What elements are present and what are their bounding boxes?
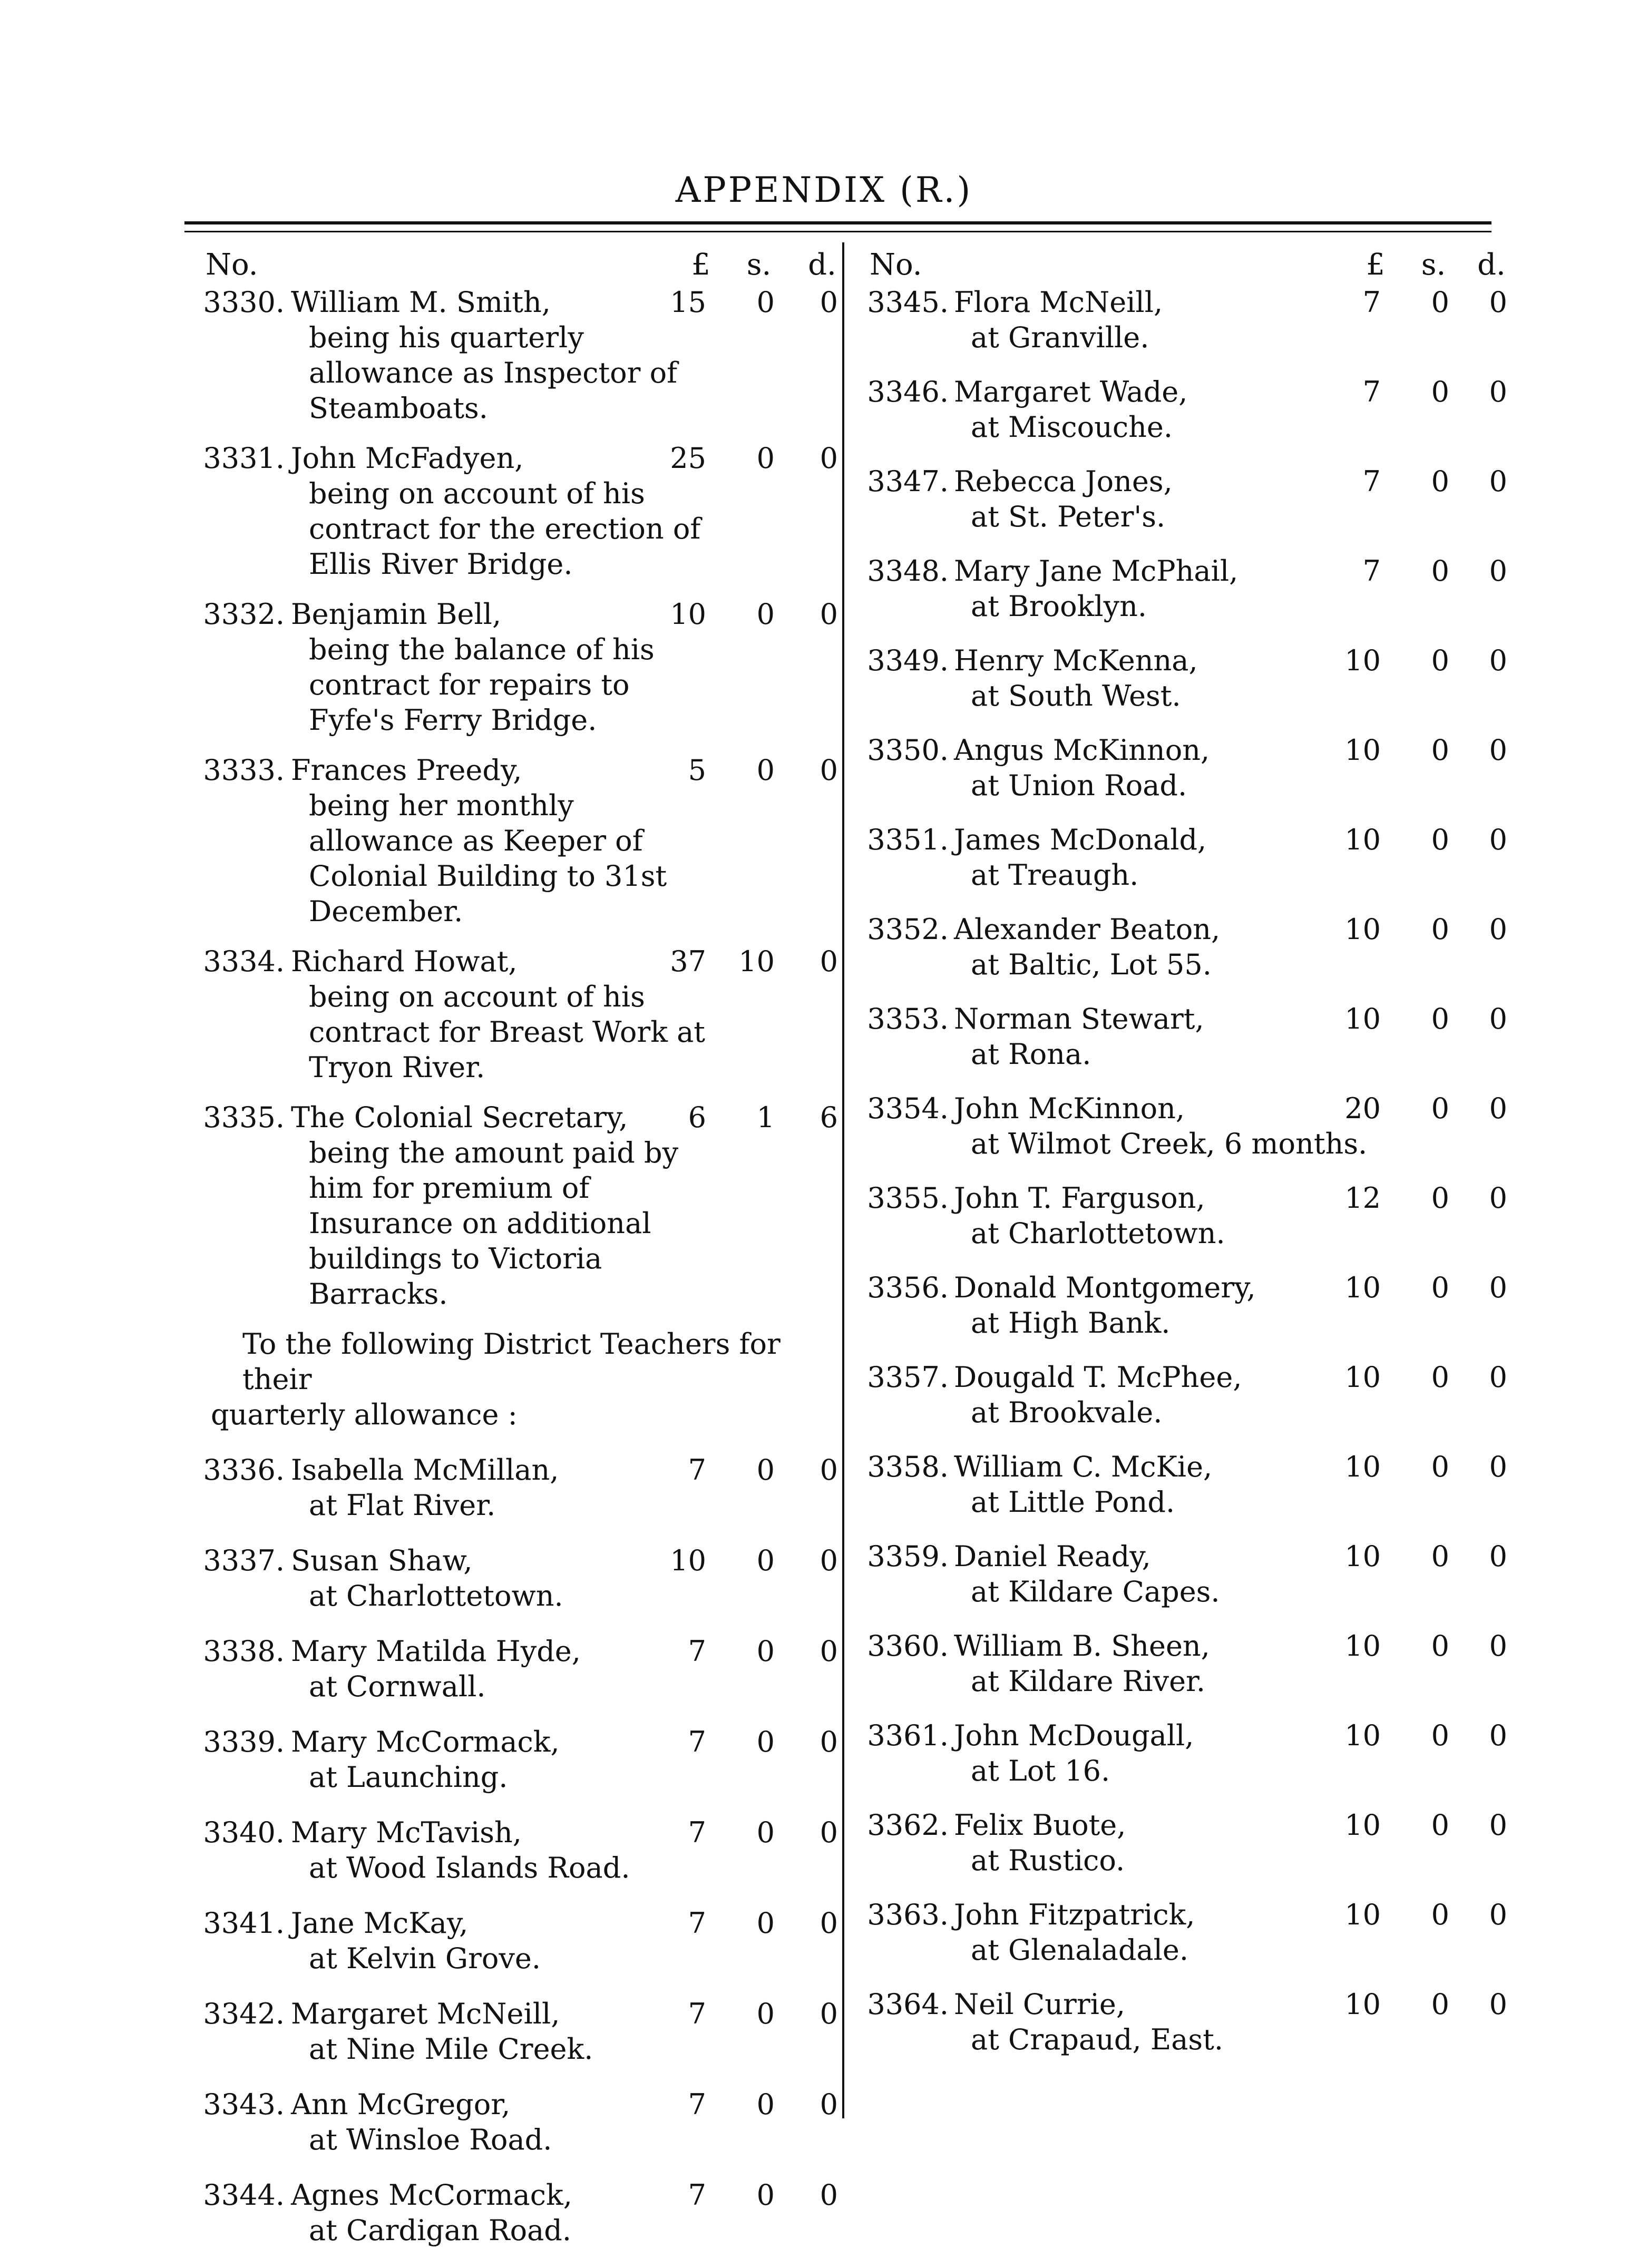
amount-pounds: 5	[688, 754, 706, 787]
list-item	[179, 285, 843, 426]
payee-name: John Fitzpatrick,	[954, 1898, 1195, 1931]
amount-pence: 0	[1489, 1988, 1507, 2021]
amount-pounds: 10	[1344, 1988, 1381, 2021]
list-item	[179, 752, 843, 929]
list-item	[849, 1270, 1507, 1341]
payee-name: Rebecca Jones,	[954, 465, 1173, 498]
payee-name: Margaret Wade,	[954, 375, 1188, 408]
payee-name: Ann McGregor,	[291, 2088, 511, 2121]
payment-detail: at Kildare Capes.	[971, 1575, 1220, 1608]
header-pence: d.	[808, 248, 836, 282]
amount-shillings: 0	[756, 1635, 775, 1668]
list-item	[849, 1360, 1507, 1430]
entry-number: 3337.	[203, 1544, 285, 1577]
entry-number: 3355.	[867, 1181, 949, 1215]
amount-pounds: 7	[688, 1816, 706, 1849]
amount-pounds: 7	[688, 1453, 706, 1487]
payee-name: Flora McNeill,	[954, 286, 1163, 319]
amount-pounds: 10	[1344, 1808, 1381, 1842]
payee-name: Frances Preedy,	[291, 754, 522, 787]
amount-pounds: 10	[1344, 1271, 1381, 1304]
right-column	[849, 242, 1507, 2076]
amount-pence: 0	[820, 598, 838, 631]
amount-pence: 0	[1489, 1629, 1507, 1663]
amount-pence: 0	[820, 1544, 838, 1577]
entry-number: 3364.	[867, 1988, 949, 2021]
entry-number: 3357.	[867, 1361, 949, 1394]
payee-name: Mary Jane McPhail,	[954, 554, 1239, 588]
header-pounds: £	[1366, 248, 1385, 282]
page-title: APPENDIX (R.)	[675, 170, 973, 210]
amount-pounds: 7	[1362, 554, 1381, 588]
amount-pence: 0	[1489, 1898, 1507, 1931]
amount-pounds: 6	[688, 1101, 706, 1134]
amount-pence: 0	[820, 945, 838, 978]
list-item	[179, 1452, 843, 1523]
amount-pounds: 10	[1344, 1002, 1381, 1035]
list-item	[179, 1634, 843, 1704]
amount-pence: 0	[1489, 823, 1507, 856]
entry-number: 3333.	[203, 754, 285, 787]
payment-detail: at St. Peter's.	[971, 500, 1166, 533]
amount-shillings: 0	[1431, 1271, 1449, 1304]
list-item	[849, 374, 1507, 445]
amount-pence: 0	[1489, 1002, 1507, 1035]
amount-pounds: 10	[1344, 1450, 1381, 1483]
entry-number: 3341.	[203, 1907, 285, 1940]
amount-pounds: 7	[688, 1635, 706, 1668]
payment-detail: at Flat River.	[309, 1489, 496, 1522]
list-item	[849, 1091, 1507, 1161]
payee-name: Richard Howat,	[291, 945, 518, 978]
payment-detail: being the balance of his contract for repairs to Fyfe's Ferry Bridge.	[309, 633, 655, 737]
payment-detail: being on account of his contract for the erection of Ellis River Bridge.	[309, 477, 701, 581]
entry-number: 3358.	[867, 1450, 949, 1483]
list-item	[849, 1180, 1507, 1251]
payment-detail: at South West.	[971, 679, 1181, 712]
payee-name: Neil Currie,	[954, 1988, 1126, 2021]
amount-pence: 0	[820, 1635, 838, 1668]
amount-shillings: 0	[1431, 734, 1449, 767]
amount-shillings: 1	[756, 1101, 775, 1134]
header-pounds: £	[691, 248, 710, 282]
entry-number: 3352.	[867, 913, 949, 946]
list-item	[849, 1987, 1507, 2057]
entry-number: 3342.	[203, 1997, 285, 2030]
amount-pence: 0	[1489, 1361, 1507, 1394]
payee-name: Henry McKenna,	[954, 644, 1198, 677]
amount-shillings: 10	[738, 945, 775, 978]
payee-name: Susan Shaw,	[291, 1544, 473, 1577]
amount-pence: 0	[1489, 286, 1507, 319]
amount-pence: 0	[1489, 375, 1507, 408]
left-column-header	[179, 242, 843, 285]
list-item	[849, 822, 1507, 893]
amount-shillings: 0	[756, 754, 775, 787]
entry-number: 3343.	[203, 2088, 285, 2121]
amount-pence: 0	[1489, 1271, 1507, 1304]
header-shillings: s.	[1421, 248, 1446, 282]
payment-detail: at Kelvin Grove.	[309, 1942, 541, 1975]
amount-pounds: 12	[1344, 1181, 1381, 1215]
amount-pence: 0	[1489, 1808, 1507, 1842]
entry-number: 3330.	[203, 286, 285, 319]
section-note-line-2: quarterly allowance :	[211, 1398, 518, 1431]
amount-pounds: 25	[670, 442, 706, 475]
amount-pence: 0	[1489, 554, 1507, 588]
section-note-line-1: To the following District Teachers for their	[242, 1327, 781, 1396]
payee-name: Mary Matilda Hyde,	[291, 1635, 581, 1668]
amount-shillings: 0	[1431, 1629, 1449, 1663]
amount-pounds: 10	[670, 1544, 706, 1577]
amount-pence: 0	[820, 1816, 838, 1849]
list-item	[179, 597, 843, 738]
payment-detail: at Treaugh.	[971, 858, 1139, 892]
entry-number: 3351.	[867, 823, 949, 856]
amount-pence: 0	[820, 1725, 838, 1758]
amount-shillings: 0	[756, 598, 775, 631]
amount-pounds: 10	[1344, 823, 1381, 856]
list-item	[179, 1996, 843, 2067]
amount-shillings: 0	[1431, 286, 1449, 319]
payment-detail: at Brookvale.	[971, 1396, 1163, 1429]
teacher-list-left	[179, 1452, 843, 2248]
amount-shillings: 0	[756, 286, 775, 319]
list-item	[849, 1807, 1507, 1878]
payment-detail: at Crapaud, East.	[971, 2023, 1224, 2056]
list-item	[179, 2087, 843, 2157]
payment-detail: at Charlottetown.	[309, 1579, 563, 1612]
amount-shillings: 0	[1431, 1450, 1449, 1483]
payment-detail: at Launching.	[309, 1761, 508, 1794]
amount-pence: 6	[820, 1101, 838, 1134]
amount-shillings: 0	[1431, 554, 1449, 588]
entry-number: 3332.	[203, 598, 285, 631]
amount-pounds: 10	[1344, 913, 1381, 946]
payee-name: Isabella McMillan,	[291, 1453, 559, 1487]
amount-pounds: 10	[1344, 734, 1381, 767]
payment-detail: at Rona.	[971, 1038, 1091, 1071]
entry-number: 3347.	[867, 465, 949, 498]
payment-detail: at Glenaladale.	[971, 1933, 1189, 1967]
amount-shillings: 0	[1431, 465, 1449, 498]
payee-name: William M. Smith,	[291, 286, 551, 319]
amount-pounds: 7	[1362, 465, 1381, 498]
list-item	[849, 464, 1507, 534]
entry-number: 3340.	[203, 1816, 285, 1849]
list-item	[849, 643, 1507, 713]
amount-pounds: 15	[670, 286, 706, 319]
payee-name: Alexander Beaton,	[954, 913, 1221, 946]
amount-pence: 0	[1489, 465, 1507, 498]
payment-list-left	[179, 285, 843, 1312]
payee-name: Daniel Ready,	[954, 1540, 1151, 1573]
right-column-header	[849, 242, 1506, 285]
amount-pounds: 10	[1344, 1898, 1381, 1931]
payee-name: Jane McKay,	[291, 1907, 469, 1940]
entry-number: 3346.	[867, 375, 949, 408]
payment-detail: being the amount paid by him for premium of Insurance on additional buildings to Victoria Barracks.	[309, 1136, 679, 1311]
amount-shillings: 0	[1431, 1181, 1449, 1215]
amount-pence: 0	[1489, 1540, 1507, 1573]
amount-shillings: 0	[756, 1816, 775, 1849]
amount-shillings: 0	[756, 1997, 775, 2030]
entry-number: 3362.	[867, 1808, 949, 1842]
list-item	[179, 1100, 843, 1312]
amount-shillings: 0	[1431, 1719, 1449, 1752]
header-rule-thin	[184, 231, 1491, 232]
entry-number: 3339.	[203, 1725, 285, 1758]
entry-number: 3348.	[867, 554, 949, 588]
list-item	[849, 732, 1507, 803]
entry-number: 3360.	[867, 1629, 949, 1663]
entry-number: 3361.	[867, 1719, 949, 1752]
section-note	[211, 1326, 843, 1432]
entry-number: 3331.	[203, 442, 285, 475]
teacher-list-right	[849, 285, 1507, 2057]
amount-pounds: 10	[1344, 1629, 1381, 1663]
payee-name: John McKinnon,	[954, 1092, 1185, 1125]
payment-detail: at Brooklyn.	[971, 590, 1147, 623]
list-item	[849, 1001, 1507, 1072]
entry-number: 3363.	[867, 1898, 949, 1931]
amount-pounds: 7	[688, 1907, 706, 1940]
amount-shillings: 0	[756, 2088, 775, 2121]
payee-name: Angus McKinnon,	[954, 734, 1210, 767]
list-item	[849, 1897, 1507, 1968]
amount-pence: 0	[1489, 644, 1507, 677]
amount-pounds: 7	[688, 1997, 706, 2030]
payment-detail: at Baltic, Lot 55.	[971, 948, 1212, 981]
payment-detail: being his quarterly allowance as Inspector of Steamboats.	[309, 321, 678, 425]
payment-detail: at Little Pond.	[971, 1485, 1175, 1519]
payment-detail: at Nine Mile Creek.	[309, 2032, 593, 2066]
payment-detail: at High Bank.	[971, 1306, 1171, 1340]
list-item	[179, 1724, 843, 1795]
header-pence: d.	[1477, 248, 1506, 282]
amount-pence: 0	[1489, 1450, 1507, 1483]
amount-shillings: 0	[1431, 1898, 1449, 1931]
entry-number: 3345.	[867, 286, 949, 319]
amount-shillings: 0	[1431, 913, 1449, 946]
payment-detail: being her monthly allowance as Keeper of Colonial Building to 31st December.	[309, 789, 667, 928]
list-item	[179, 1815, 843, 1885]
amount-shillings: 0	[1431, 1002, 1449, 1035]
payee-name: William B. Sheen,	[954, 1629, 1210, 1663]
amount-shillings: 0	[1431, 1808, 1449, 1842]
payment-detail: at Lot 16.	[971, 1754, 1110, 1787]
payment-detail: at Wilmot Creek, 6 months.	[971, 1127, 1368, 1160]
list-item	[849, 285, 1507, 355]
amount-pounds: 10	[670, 598, 706, 631]
amount-pounds: 10	[1344, 1361, 1381, 1394]
header-no: No.	[870, 248, 922, 282]
header-no: No.	[206, 248, 258, 282]
amount-shillings: 0	[1431, 1988, 1449, 2021]
amount-shillings: 0	[756, 1725, 775, 1758]
amount-pence: 0	[820, 754, 838, 787]
entry-number: 3359.	[867, 1540, 949, 1573]
payment-detail: at Miscouche.	[971, 410, 1173, 444]
amount-pounds: 10	[1344, 644, 1381, 677]
payee-name: John McDougall,	[954, 1719, 1194, 1752]
payment-detail: at Union Road.	[971, 769, 1187, 802]
amount-pounds: 37	[670, 945, 706, 978]
entry-number: 3356.	[867, 1271, 949, 1304]
list-item	[849, 1628, 1507, 1699]
payee-name: Felix Buote,	[954, 1808, 1126, 1842]
list-item	[849, 1718, 1507, 1788]
amount-pence: 0	[1489, 1181, 1507, 1215]
amount-shillings: 0	[756, 442, 775, 475]
amount-shillings: 0	[1431, 1092, 1449, 1125]
amount-pounds: 20	[1344, 1092, 1381, 1125]
payee-name: Mary McTavish,	[291, 1816, 522, 1849]
entry-number: 3335.	[203, 1101, 285, 1134]
payee-name: Margaret McNeill,	[291, 1997, 560, 2030]
list-item	[179, 2177, 843, 2248]
amount-pence: 0	[1489, 913, 1507, 946]
list-item	[849, 912, 1507, 982]
payee-name: Agnes McCormack,	[291, 2178, 572, 2212]
left-column	[179, 242, 843, 2268]
payment-detail: at Wood Islands Road.	[309, 1851, 630, 1884]
payment-detail: at Charlottetown.	[971, 1217, 1225, 1250]
amount-pounds: 7	[1362, 286, 1381, 319]
header-shillings: s.	[746, 248, 772, 282]
amount-pounds: 10	[1344, 1540, 1381, 1573]
list-item	[849, 1449, 1507, 1520]
payee-name: William C. McKie,	[954, 1450, 1213, 1483]
entry-number: 3353.	[867, 1002, 949, 1035]
payment-detail: at Cardigan Road.	[309, 2214, 572, 2247]
amount-pounds: 10	[1344, 1719, 1381, 1752]
amount-shillings: 0	[756, 2178, 775, 2212]
amount-pence: 0	[820, 2178, 838, 2212]
entry-number: 3338.	[203, 1635, 285, 1668]
amount-pence: 0	[1489, 734, 1507, 767]
amount-pence: 0	[820, 1997, 838, 2030]
payment-detail: at Granville.	[971, 321, 1149, 354]
payee-name: Norman Stewart,	[954, 1002, 1204, 1035]
payment-detail: being on account of his contract for Breast Work at Tryon River.	[309, 980, 705, 1084]
payee-name: Mary McCormack,	[291, 1725, 560, 1758]
amount-shillings: 0	[756, 1907, 775, 1940]
entry-number: 3354.	[867, 1092, 949, 1125]
payee-name: The Colonial Secretary,	[291, 1101, 628, 1134]
entry-number: 3334.	[203, 945, 285, 978]
amount-pence: 0	[1489, 1719, 1507, 1752]
amount-shillings: 0	[1431, 1361, 1449, 1394]
amount-pounds: 7	[688, 2088, 706, 2121]
payment-detail: at Winsloe Road.	[309, 2123, 552, 2156]
list-item	[179, 1905, 843, 1976]
amount-pence: 0	[820, 286, 838, 319]
entry-number: 3336.	[203, 1453, 285, 1487]
amount-pence: 0	[820, 2088, 838, 2121]
amount-pence: 0	[1489, 1092, 1507, 1125]
list-item	[849, 1539, 1507, 1609]
payee-name: James McDonald,	[954, 823, 1207, 856]
amount-pounds: 7	[1362, 375, 1381, 408]
payment-detail: at Kildare River.	[971, 1665, 1206, 1698]
list-item	[179, 1543, 843, 1614]
header-rule-thick	[184, 221, 1491, 224]
list-item	[849, 553, 1507, 624]
list-item	[179, 944, 843, 1085]
payee-name: John T. Farguson,	[954, 1181, 1205, 1215]
amount-pence: 0	[820, 1907, 838, 1940]
payment-detail: at Cornwall.	[309, 1670, 486, 1703]
amount-shillings: 0	[1431, 1540, 1449, 1573]
amount-pence: 0	[820, 1453, 838, 1487]
amount-pounds: 7	[688, 2178, 706, 2212]
payee-name: Benjamin Bell,	[291, 598, 502, 631]
amount-shillings: 0	[756, 1544, 775, 1577]
amount-shillings: 0	[1431, 375, 1449, 408]
list-item	[179, 441, 843, 582]
payment-detail: at Rustico.	[971, 1844, 1125, 1877]
amount-shillings: 0	[1431, 823, 1449, 856]
entry-number: 3344.	[203, 2178, 285, 2212]
amount-pence: 0	[820, 442, 838, 475]
amount-shillings: 0	[1431, 644, 1449, 677]
payee-name: Dougald T. McPhee,	[954, 1361, 1242, 1394]
amount-pounds: 7	[688, 1725, 706, 1758]
payee-name: Donald Montgomery,	[954, 1271, 1256, 1304]
amount-shillings: 0	[756, 1453, 775, 1487]
entry-number: 3350.	[867, 734, 949, 767]
entry-number: 3349.	[867, 644, 949, 677]
payee-name: John McFadyen,	[291, 442, 524, 475]
